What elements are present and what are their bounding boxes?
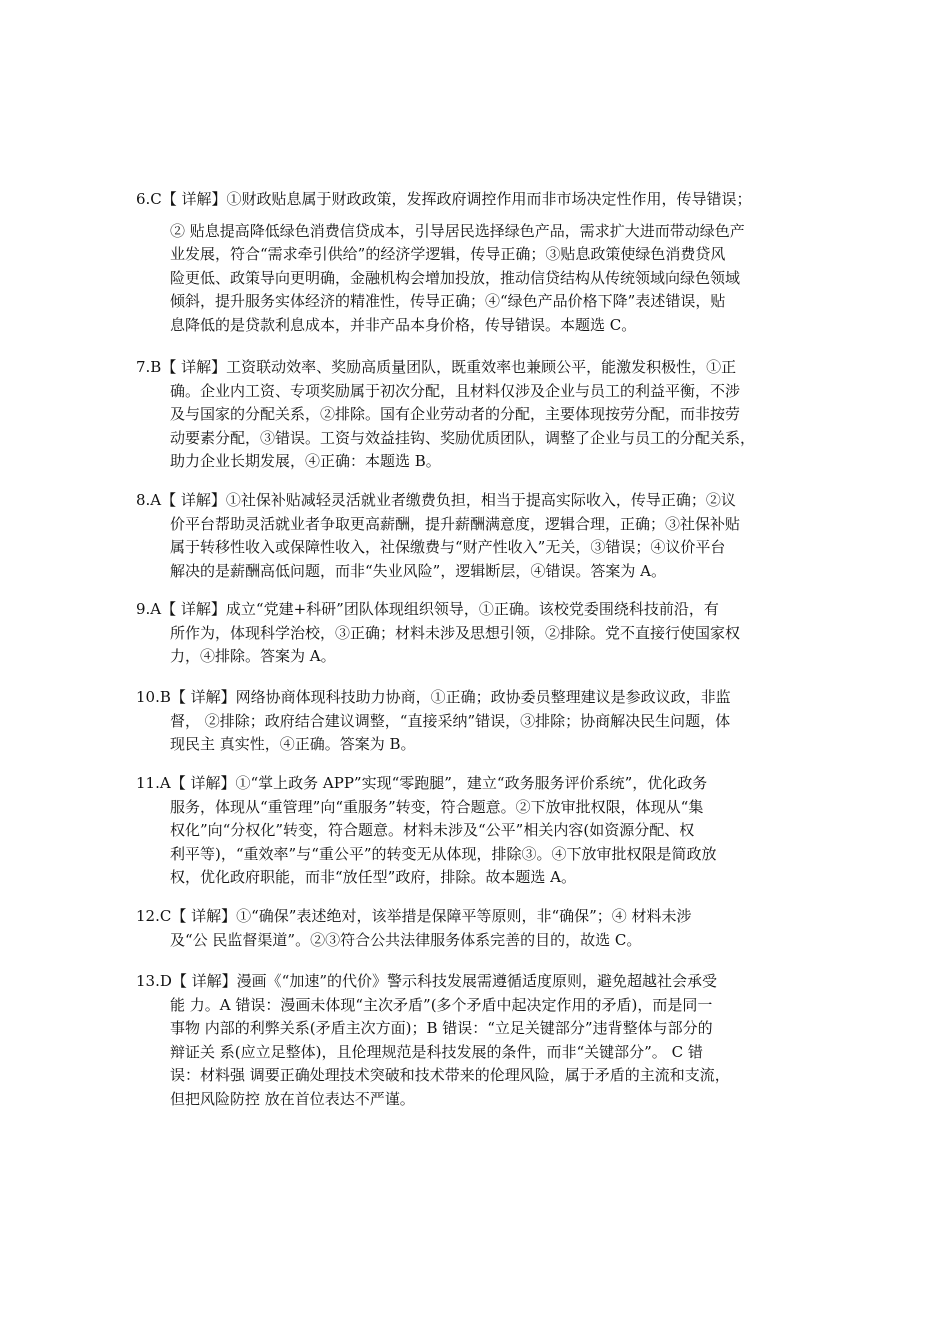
answer-line: 13.D【 详解】漫画《“加速”的代价》警示科技发展需遵循适度原则，避免超越社会承受 <box>136 972 717 990</box>
answer-line: 利平等)，“重效率”与“重公平”的转变无从体现，排除③。④下放审批权限是简政放 <box>170 844 717 863</box>
answer-line: 属于转移性收入或保障性收入，社保缴费与“财产性收入”无关，③错误；④议价平台 <box>170 538 726 556</box>
answer-line: 误：材料强 调要正确处理技术突破和技术带来的伦理风险，属于矛盾的主流和支流， <box>170 1066 730 1084</box>
answer-line: 但把风险防控 放在首位表达不严谨。 <box>170 1089 415 1108</box>
answer-item-13 <box>136 970 826 1111</box>
answer-line: 9.A【 详解】成立“党建+科研”团队体现组织领导，①正确。该校党委围绕科技前沿，有 <box>136 600 719 618</box>
answer-line: 权，优化政府职能，而非“放任型”政府，排除。故本题选 A。 <box>170 868 576 886</box>
answer-line: 业发展，符合“需求牵引供给”的经济学逻辑，传导正确；③贴息政策使绿色消费贷风 <box>170 245 726 263</box>
answer-line: 权化”向“分权化”转变，符合题意。材料未涉及“公平”相关内容(如资源分配、权 <box>170 821 695 839</box>
answer-line: 6.C【 详解】①财政贴息属于财政政策，发挥政府调控作用而非市场决定性作用，传导错误； <box>136 190 752 208</box>
answer-line: 确。企业内工资、专项奖励属于初次分配，且材料仅涉及企业与员工的利益平衡，不涉 <box>170 381 741 400</box>
answer-line: 7.B【 详解】工资联动效率、奖励高质量团队，既重效率也兼顾公平，能激发积极性，①正 <box>136 358 737 376</box>
answer-line: 12.C【 详解】①“确保”表述绝对，该举措是保障平等原则，非“确保”；④ 材料未涉 <box>136 907 692 925</box>
answer-item-9 <box>136 598 826 669</box>
answer-line: 8.A【 详解】①社保补贴减轻灵活就业者缴费负担，相当于提高实际收入，传导正确；②议 <box>136 491 736 509</box>
answer-line: 动要素分配，③错误。工资与效益挂钩、奖励优质团队，调整了企业与员工的分配关系， <box>170 428 756 447</box>
answer-line: 价平台帮助灵活就业者争取更高薪酬，提升薪酬满意度，逻辑合理，正确；③社保补贴 <box>170 514 741 533</box>
answer-line: 所作为，体现科学治校，③正确；材料未涉及思想引领，②排除。党不直接行使国家权 <box>170 623 741 642</box>
answer-item-7 <box>136 356 826 474</box>
answer-line: 事物 内部的利弊关系(矛盾主次方面)；B 错误：“立足关键部分”违背整体与部分的 <box>170 1019 713 1037</box>
answer-item-12 <box>136 905 826 952</box>
answer-line: 倾斜，提升服务实体经济的精准性，传导正确；④“绿色产品价格下降”表述错误，贴 <box>170 292 726 310</box>
answer-item-6 <box>136 188 826 337</box>
answer-line: 及与国家的分配关系，②排除。国有企业劳动者的分配，主要体现按劳分配，而非按劳 <box>170 405 741 423</box>
answer-item-8 <box>136 489 826 583</box>
answer-line: 助力企业长期发展，④正确：本题选 B。 <box>170 452 441 470</box>
answer-item-10 <box>136 686 826 757</box>
answer-line: 息降低的是贷款利息成本，并非产品本身价格，传导错误。本题选 C。 <box>170 315 637 334</box>
answer-line: 解决的是薪酬高低问题，而非“失业风险”，逻辑断层，④错误。答案为 A。 <box>170 561 666 580</box>
answer-line: 11.A【 详解】①“掌上政务 APP”实现“零跑腿”，建立“政务服务评价系统”，优化政务 <box>136 774 708 792</box>
answer-line: 险更低、政策导向更明确，金融机构会增加投放，推动信贷结构从传统领域向绿色领域 <box>170 268 741 287</box>
answer-line: 力，④排除。答案为 A。 <box>170 647 336 665</box>
answer-line: ② 贴息提高降低绿色消费信贷成本，引导居民选择绿色产品，需求扩大进而带动绿色产 <box>170 221 745 240</box>
answer-line: 督， ②排除；政府结合建议调整，“直接采纳”错误，③排除；协商解决民生问题，体 <box>170 711 731 730</box>
answer-line: 及“公 民监督渠道”。②③符合公共法律服务体系完善的目的，故选 C。 <box>170 930 642 949</box>
answer-line: 辩证关 系(应立足整体)，且伦理规范是科技发展的条件，而非“关键部分”。 C 错 <box>170 1042 703 1061</box>
answer-line: 服务，体现从“重管理”向“重服务”转变，符合题意。②下放审批权限，体现从“集 <box>170 797 704 816</box>
answer-line: 能 力。A 错误：漫画未体现“主次矛盾”(多个矛盾中起决定作用的矛盾)，而是同一 <box>170 995 713 1014</box>
answer-line: 10.B【 详解】网络协商体现科技助力协商，①正确；政协委员整理建议是参政议政，非监 <box>136 688 731 706</box>
answer-line: 现民主 真实性，④正确。答案为 B。 <box>170 735 416 753</box>
answer-item-11 <box>136 772 826 890</box>
